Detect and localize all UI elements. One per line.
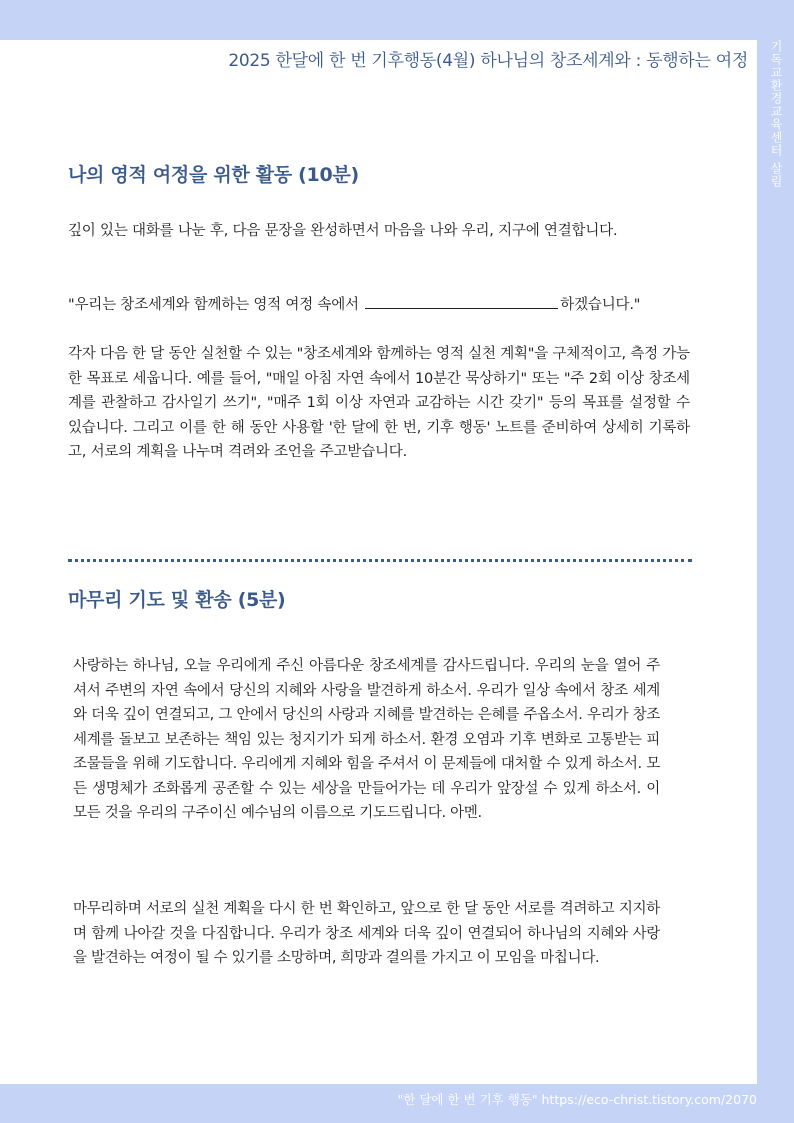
section-heading-closing-prayer: 마무리 기도 및 환송 (5분) xyxy=(68,589,286,611)
footer-link-text: "한 달에 한 번 기후 행동" https://eco-christ.tistory.com/2070 xyxy=(397,1092,757,1107)
top-band xyxy=(0,0,794,40)
page-header-title: 2025 한달에 한 번 기후행동(4월) 하나님의 창조세계와 : 동행하는 여정 xyxy=(228,51,748,71)
fill-in-sentence xyxy=(68,293,690,318)
side-organization-label: 기독교환경교육센터 살림 xyxy=(769,40,783,188)
practice-plan-paragraph: 각자 다음 한 달 동안 실천할 수 있는 "창조세계와 함께하는 영적 실천 계획"을 구체적이고, 측정 가능한 목표로 세웁니다. 예를 들어, "매일 아침 자연 속에서 10분간 묵상하기" 또는 "주 2회 이상 창조세계를 관찰하고 감사일기 쓰기", "매주 1회 이상 자연과 교감하는 시간 갖기" 등의 목표를 설정할 수 있습니다. 그리고 이를 한 해 동안 사용할 '한 달에 한 번, 기후 행동' 노트를 준비하여 상세히 기록하고, 서로의 계획을 나누며 격려와 조언을 주고받습니다. xyxy=(68,346,690,460)
closing-remarks-paragraph: 마무리하며 서로의 실천 계획을 다시 한 번 확인하고, 앞으로 한 달 동안 서로를 격려하고 지지하며 함께 나아갈 것을 다짐합니다. 우리가 창조 세계와 더욱 깊이 연결되어 하나님의 지혜와 사랑을 발견하는 여정이 될 수 있기를 소망하며, 희망과 결의를 가지고 이 모임을 마칩니다. xyxy=(73,901,660,966)
fill-in-suffix: 하겠습니다." xyxy=(560,297,641,313)
closing-prayer-paragraph: 사랑하는 하나님, 오늘 우리에게 주신 아름다운 창조세계를 감사드립니다. 우리의 눈을 열어 주셔서 주변의 자연 속에서 당신의 지혜와 사랑을 발견하게 하소서. 우리가 일상 속에서 창조 세계와 더욱 깊이 연결되고, 그 안에서 당신의 사랑과 지혜를 발견하는 은혜를 주옵소서. 우리가 창조 세계를 돌보고 보존하는 책임 있는 청지기가 되게 하소서. 환경 오염과 기후 변화로 고통받는 피조물들을 위해 기도합니다. 우리에게 지혜와 힘을 주셔서 이 문제들에 대처할 수 있게 하소서. 모든 생명체가 조화롭게 공존할 수 있는 세상을 만들어가는 데 우리가 앞장설 수 있게 하소서. 이 모든 것을 우리의 구주이신 예수님의 이름으로 기도드립니다. 아멘. xyxy=(73,658,660,821)
activity-intro-paragraph: 깊이 있는 대화를 나눈 후, 다음 문장을 완성하면서 마음을 나와 우리, 지구에 연결합니다. xyxy=(68,223,618,239)
fill-in-blank xyxy=(365,294,558,309)
section-divider xyxy=(68,559,692,562)
fill-in-prefix: "우리는 창조세계와 함께하는 영적 여정 속에서 xyxy=(68,297,359,313)
section-heading-spiritual-journey: 나의 영적 여정을 위한 활동 (10분) xyxy=(68,164,359,186)
